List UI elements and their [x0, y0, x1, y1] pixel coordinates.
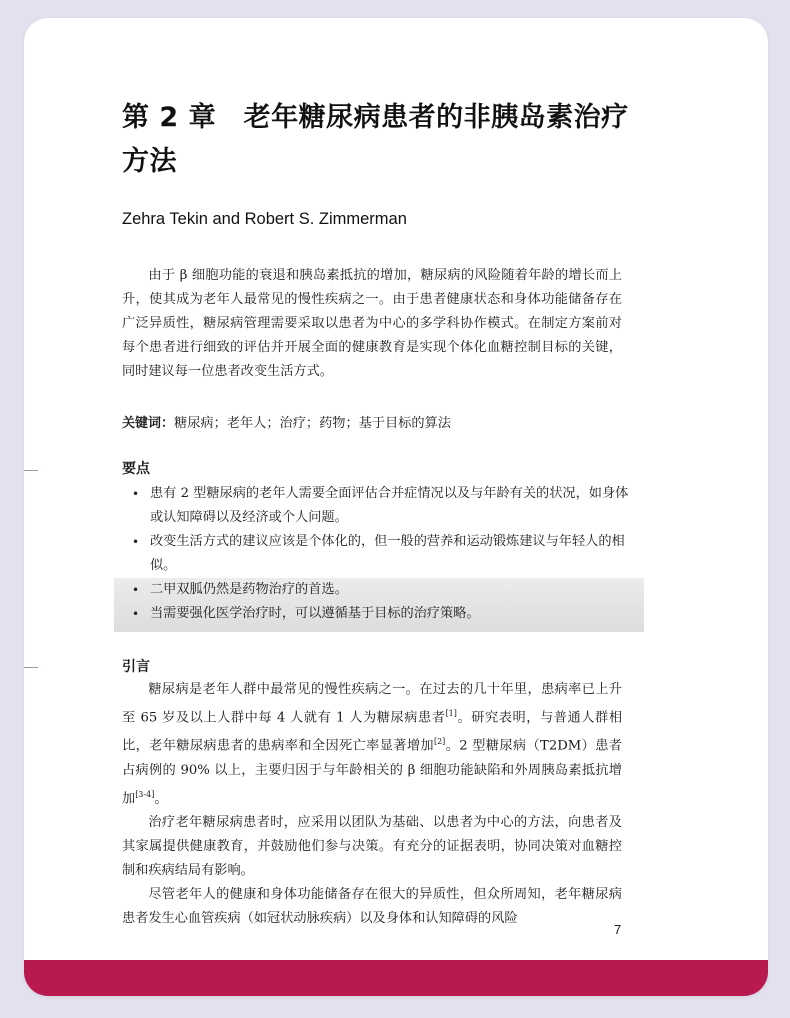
key-point-item [118, 482, 638, 530]
accent-bar [24, 960, 768, 996]
key-point-item [118, 530, 638, 578]
chapter-title-line1: 第 2 章 老年糖尿病患者的非胰岛素治疗 [122, 102, 629, 133]
citation-ref: [3-4] [135, 789, 155, 799]
key-point-item [118, 578, 638, 602]
key-points-title: 要点 [122, 461, 150, 477]
page-edge-mark [24, 470, 38, 471]
key-point-item [118, 602, 638, 626]
key-point-text: 患有 2 型糖尿病的老年人需要全面评估合并症情况以及与年龄有关的状况，如身体或认知障碍以及经济或个人问题。 [150, 486, 629, 525]
chapter-title [122, 96, 642, 184]
intro-paragraph: 尽管老年人的健康和身体功能储备存在很大的异质性，但众所周知，老年糖尿病患者发生心血管疾病（如冠状动脉疾病）以及身体和认知障碍的风险 [122, 887, 622, 927]
intro-text: 。研究表明，与普通人群相比，老年糖尿病患者的患病率和全因死亡率显著增加 [122, 710, 623, 754]
citation-ref: [2] [433, 737, 446, 747]
intro-text: 。2 型糖尿病（T2DM）患者占病例的 90% 以上，主要归因于与年龄相关的 β 细胞功能缺陷和外周胰岛素抵抗增加 [122, 738, 622, 807]
abstract-paragraph: 由于 β 细胞功能的衰退和胰岛素抵抗的增加，糖尿病的风险随着年龄的增长而上升，使其成为老年人最常见的慢性疾病之一。由于患者健康状态和身体功能储备存在广泛异质性，糖尿病管理需要采取以患者为中心的多学科协作模式。在制定方案前对每个患者进行细致的评估并开展全面的健康教育是实现个体化血糖控制目标的关键，同时建议每一位患者改变生活方式。 [122, 268, 622, 379]
keywords-line [122, 412, 451, 436]
intro-paragraph: 治疗老年糖尿病患者时，应采用以团队为基础、以患者为中心的方法，向患者及其家属提供健康教育，并鼓励他们参与决策。有充分的证据表明，协同决策对血糖控制和疾病结局有影响。 [122, 815, 622, 879]
bullet-icon: • [132, 607, 140, 621]
intro-paragraph [122, 678, 622, 811]
page-edge-mark [24, 667, 38, 668]
keywords-label: 关键词： [122, 416, 175, 431]
intro-body [122, 678, 622, 931]
key-point-text: 改变生活方式的建议应该是个体化的，但一般的营养和运动锻炼建议与年轻人的相似。 [150, 534, 625, 573]
key-point-text: 当需要强化医学治疗时，可以遵循基于目标的治疗策略。 [150, 606, 480, 621]
chapter-authors: Zehra Tekin and Robert S. Zimmerman [122, 210, 407, 228]
citation-ref: [1] [445, 709, 457, 718]
key-points-list [118, 482, 638, 626]
keywords-text: 糖尿病；老年人；治疗；药物；基于目标的算法 [174, 416, 451, 431]
chapter-title-line2: 方法 [122, 146, 177, 177]
intro-heading: 引言 [122, 659, 150, 675]
bullet-icon: • [132, 487, 140, 501]
page-number: 7 [614, 922, 622, 937]
intro-text: 。 [154, 791, 168, 807]
key-point-text: 二甲双胍仍然是药物治疗的首选。 [150, 582, 348, 597]
bullet-icon: • [132, 583, 140, 597]
intro-text: 糖尿病是老年人群中最常见的慢性疾病之一。在过去的几十年里，患病率已上升至 65 岁及以上人群中每 4 人就有 1 人为糖尿病患者 [122, 682, 622, 726]
bullet-icon: • [132, 535, 140, 549]
